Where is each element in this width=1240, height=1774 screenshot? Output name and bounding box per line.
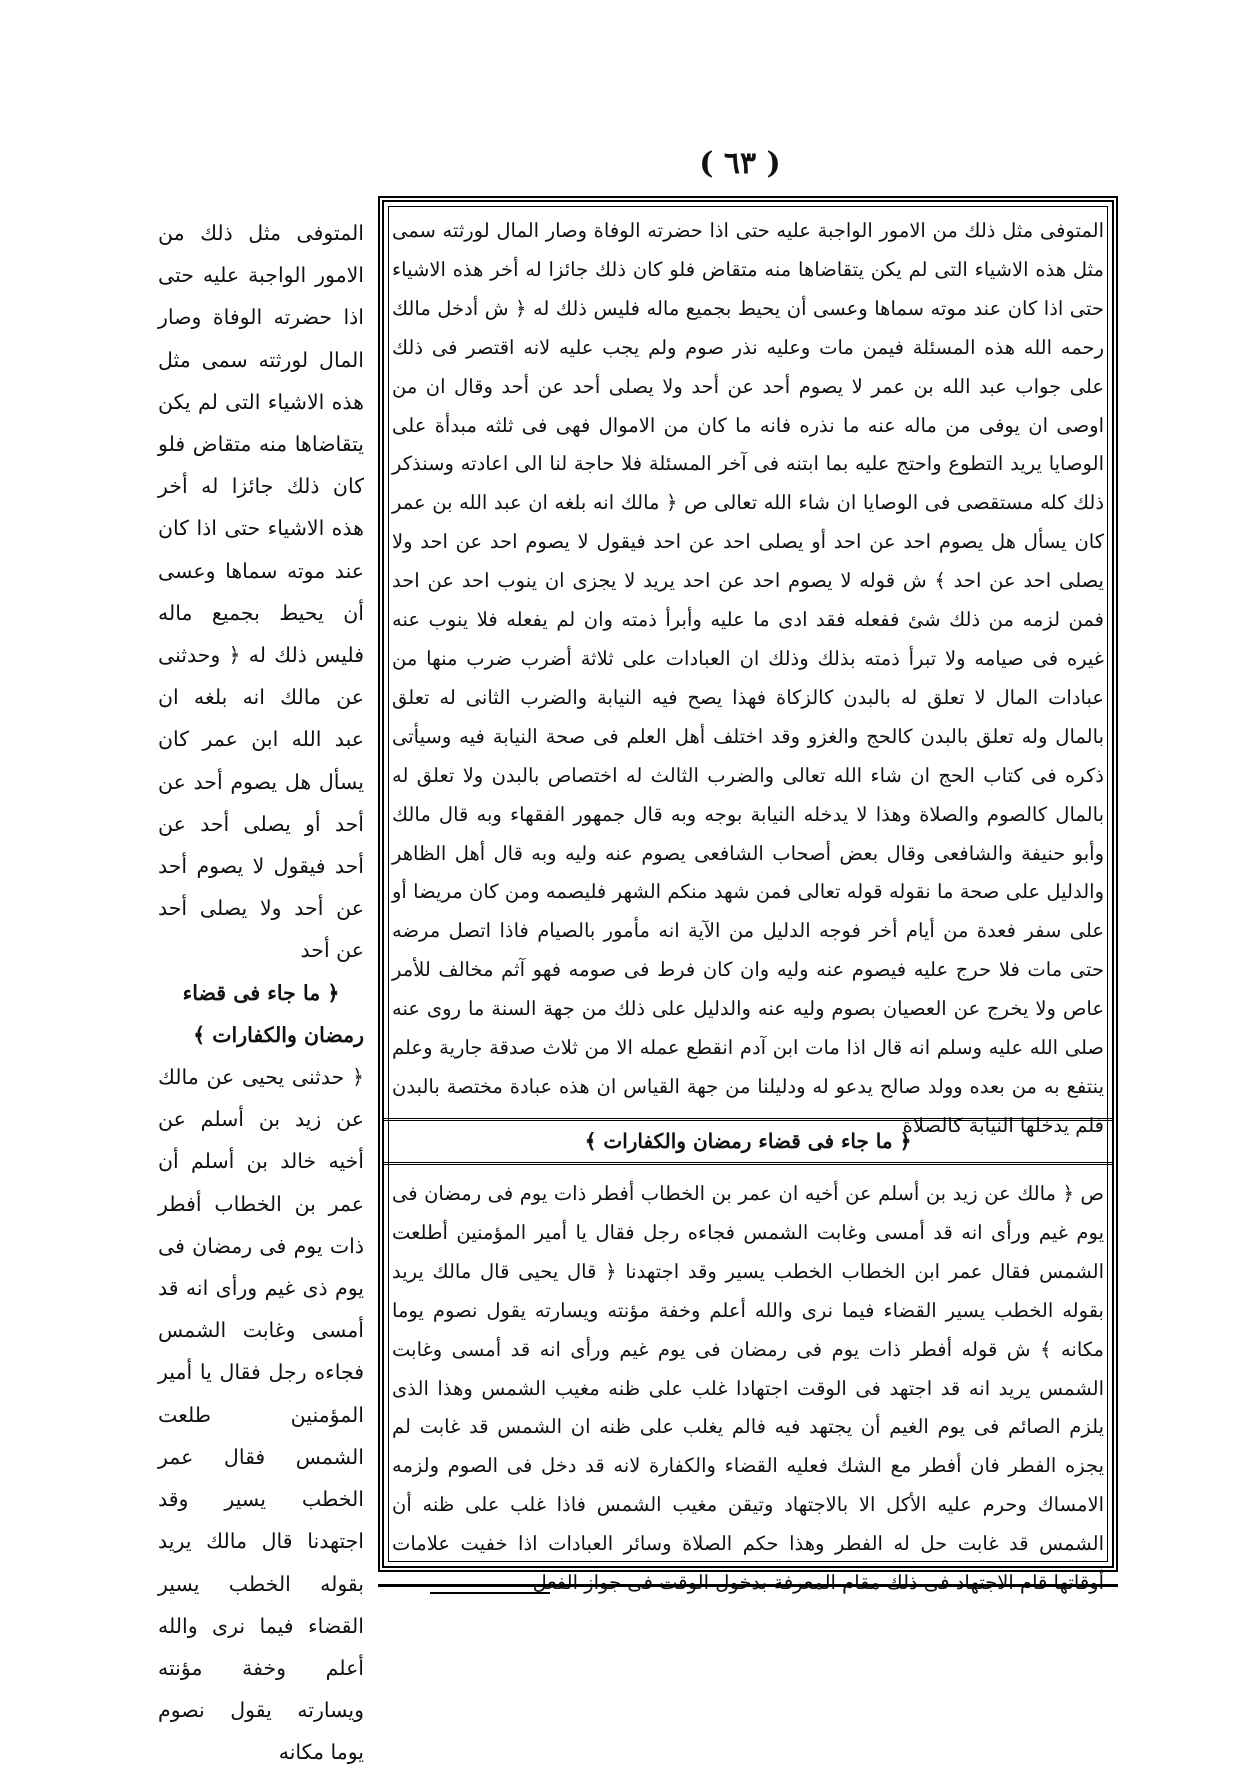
margin-text-part2: ﴿ حدثنى يحيى عن مالك عن زيد بن أسلم عن أخيه خالد بن أسلم أن عمر بن الخطاب أفطر ذات يوم فى رمضان فى يوم ذى غيم ورأى انه قد أمسى وغابت الشمس فجاءه رجل فقال يا أمير المؤمنين طلعت الشمس فقال عمر الخطب يسير وقد اجتهدنا قال مالك يريد بقوله الخطب يسير القضاء فيما نرى والله أعلم وخفة مؤنته ويسارته يقول نصوم يوما مكانه <box>158 1065 364 1765</box>
margin-text-part1: المتوفى مثل ذلك من الامور الواجبة عليه حتى اذا حضرته الوفاة وصار المال لورثته سمى مثل هذه الاشياء التى لم يكن يتقاضاها منه متقاض فلو كان ذلك جائزا له أخر هذه الاشياء حتى اذا كان عند موته سماها وعسى أن يحيط بجميع ماله فليس ذلك له ﴿ وحدثنى عن مالك انه بلغه ان عبد الله ابن عمر كان يسأل هل يصوم أحد عن أحد أو يصلى أحد عن أحد فيقول لا يصوم أحد عن أحد ولا يصلى أحد عن أحد <box>158 221 364 963</box>
chapter-heading: ﴿ ما جاء فى قضاء رمضان والكفارات ﴾ <box>584 1129 912 1153</box>
chapter-divider-top <box>384 1118 1112 1121</box>
chapter-divider-bottom <box>384 1162 1112 1165</box>
margin-column <box>158 212 364 1774</box>
bottom-rule-short <box>430 1592 550 1594</box>
commentary-lower-text: ص ﴿ مالك عن زيد بن أسلم عن أخيه ان عمر بن الخطاب أفطر ذات يوم فى رمضان فى يوم غيم ورأى انه قد أمسى وغابت الشمس فجاءه رجل فقال يا أمير المؤمنين أطلعت الشمس فقال عمر ابن الخطاب الخطب يسير وقد اجتهدنا ﴿ قال يحيى قال مالك يريد بقوله الخطب يسير القضاء فيما نرى والله أعلم وخفة مؤنته ويسارته يقول نصوم يوما مكانه ﴾ ش قوله أفطر ذات يوم فى رمضان فى يوم غيم ورأى انه قد أمسى وغابت الشمس يريد انه قد اجتهد فى الوقت اجتهادا غلب على ظنه مغيب الشمس وهذا الذى يلزم الصائم فى يوم الغيم أن يجتهد فيه فالم يغلب على ظنه ان الشمس قد غابت لم يجزه الفطر فان أفطر مع الشك فعليه القضاء والكفارة لانه قد دخل فى الصوم ولزمه الامساك وحرم عليه الأكل الا بالاجتهاد وتيقن مغيب الشمس فاذا غلب على ظنه أن الشمس قد غابت حل له الفطر وهذا حكم الصلاة وسائر العبادات اذا خفيت علامات أوقاتها قام الاجتهاد فى ذلك مقام المعرفة بدخول الوقت فى جواز الفعل <box>392 1182 1105 1595</box>
page-number: ( ٦٣ ) <box>699 146 781 181</box>
margin-chapter-heading: ﴿ ما جاء فى قضاء رمضان والكفارات ﴾ <box>182 980 364 1047</box>
bottom-rule <box>378 1584 1118 1587</box>
commentary-upper-text: المتوفى مثل ذلك من الامور الواجبة عليه حتى اذا حضرته الوفاة وصار المال لورثته سمى مثل هذه الاشياء التى لم يكن يتقاضاها منه متقاض فلو كان ذلك جائزا له أخر هذه الاشياء حتى اذا كان عند موته سماها وعسى أن يحيط بجميع ماله فليس ذلك له ﴿ ش أدخل مالك رحمه الله هذه المسئلة فيمن مات وعليه نذر صوم ولم يجب عليه لانه اقتصر فى ذلك على جواب عبد الله بن عمر لا يصوم أحد عن أحد ولا يصلى أحد عن أحد وقال ان من اوصى ان يوفى من ماله عنه ما نذره فانه ما كان من الاموال فهى فى ثلثه مبدأة على الوصايا يريد التطوع واحتج عليه بما ابتنه فى آخر المسئلة فلا حاجة لنا الى اعادته وسنذكر ذلك كله مستقصى فى الوصايا ان شاء الله تعالى ص ﴿ مالك انه بلغه ان عبد الله بن عمر كان يسأل هل يصوم احد عن احد أو يصلى احد عن احد فيقول لا يصوم احد عن احد ولا يصلى احد عن احد ﴾ ش قوله لا يصوم احد عن احد يريد لا يجزى ان ينوب احد عن احد فمن لزمه من ذلك شئ ففعله فقد ادى ما عليه وأبرأ ذمته وان لم يفعله فلا ينوب عنه غيره فى صيامه ولا تبرأ ذمته بذلك وذلك ان العبادات على ثلاثة أضرب ضرب منها من عبادات المال لا تعلق له بالبدن كالزكاة فهذا يصح فيه النيابة والضرب الثانى له تعلق بالمال وله تعلق بالبدن كالحج والغزو وقد اختلف أهل العلم فى صحة النيابة فيه وسيأتى ذكره فى كتاب الحج ان شاء الله تعالى والضرب الثالث له اختصاص بالبدن ولا تعلق له بالمال كالصوم والصلاة وهذا لا يدخله النيابة بوجه وبه قال جمهور الفقهاء وبه قال مالك وأبو حنيفة والشافعى وقال بعض أصحاب الشافعى يصوم عنه وليه وبه قال أهل الظاهر والدليل على صحة ما نقوله قوله تعالى فمن شهد منكم الشهر فليصمه ومن كان مريضا أو على سفر فعدة من أيام أخر فوجه الدليل من الآية انه مأمور بالصيام فاذا اتصل مرضه حتى مات فلا حرج عليه فيصوم عنه وليه وان كان فرط فى صومه فهو آثم مخالف للأمر عاص ولا يخرج عن العصيان بصوم وليه عنه والدليل على ذلك من جهة السنة ما روى عنه صلى الله عليه وسلم انه قال اذا مات ابن آدم انقطع عمله الا من ثلاث صدقة جارية وعلم ينتفع به من بعده وولد صالح يدعو له ودليلنا من جهة القياس ان هذه عبادة مختصة بالبدن فلم يدخلها النيابة كالصلاة <box>392 219 1104 1137</box>
